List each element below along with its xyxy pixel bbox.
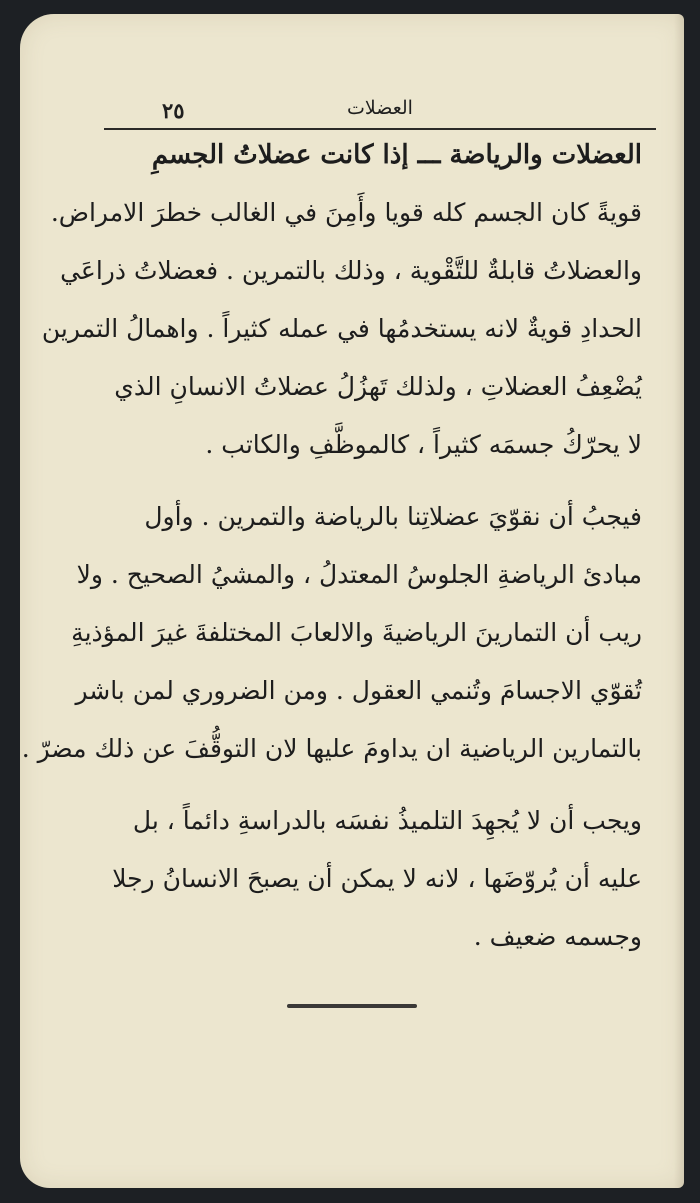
heading-line: العضلات والرياضة ـــ إذا كانت عضلاتُ الجسمِ: [151, 140, 642, 170]
text-line: فيجبُ أن نقوّيَ عضلاتِنا بالرياضة والتمرين . وأول: [144, 502, 642, 531]
text-line: الحدادِ قويةٌ لانه يستخدمُها في عمله كثيراً . واهمالُ التمرين: [41, 314, 642, 343]
text-line: تُقوّي الاجسامَ وتُنمي العقول . ومن الضروري لمن باشر: [75, 676, 642, 705]
page-edge-shadow: [674, 14, 684, 1188]
text-line: ويجب أن لا يُجهِدَ التلميذُ نفسَه بالدراسةِ دائماً ، بل: [132, 806, 642, 835]
page-number: ٢٥: [162, 98, 185, 123]
text-line: يُضْعِفُ العضلاتِ ، ولذلك تَهزُلُ عضلاتُ الانسانِ الذي: [114, 372, 642, 401]
text-line: ريب أن التمارينَ الرياضيةَ والالعابَ المختلفةَ غيرَ المؤذيةِ: [71, 618, 642, 647]
text-line: وجسمه ضعيف .: [473, 922, 642, 951]
body-text: [21, 126, 642, 966]
paragraph-gap: [82, 474, 642, 488]
text-line: بالتمارين الرياضية ان يداومَ عليها لان التوقُّفَ عن ذلك مضرّ .: [21, 734, 642, 763]
text-line: مبادئ الرياضةِ الجلوسُ المعتدلُ ، والمشيُ الصحيح . ولا: [76, 560, 642, 589]
paragraph-gap: [82, 778, 642, 792]
text-line: قويةً كان الجسم كله قويا وأَمِنَ في الغالب خطرَ الامراض.: [50, 198, 642, 227]
text-line: والعضلاتُ قابلةٌ للتَّقْوية ، وذلك بالتمرين . فعضلاتُ ذراعَي: [60, 256, 642, 285]
end-divider: [287, 1004, 417, 1008]
text-line: لا يحرّكُ جسمَه كثيراً ، كالموظَّفِ والكاتب .: [205, 430, 642, 459]
text-line: عليه أن يُروّضَها ، لانه لا يمكن أن يصبحَ الانسانُ رجلا: [112, 864, 642, 893]
page-header: [104, 84, 656, 130]
running-title: العضلات: [347, 97, 413, 119]
